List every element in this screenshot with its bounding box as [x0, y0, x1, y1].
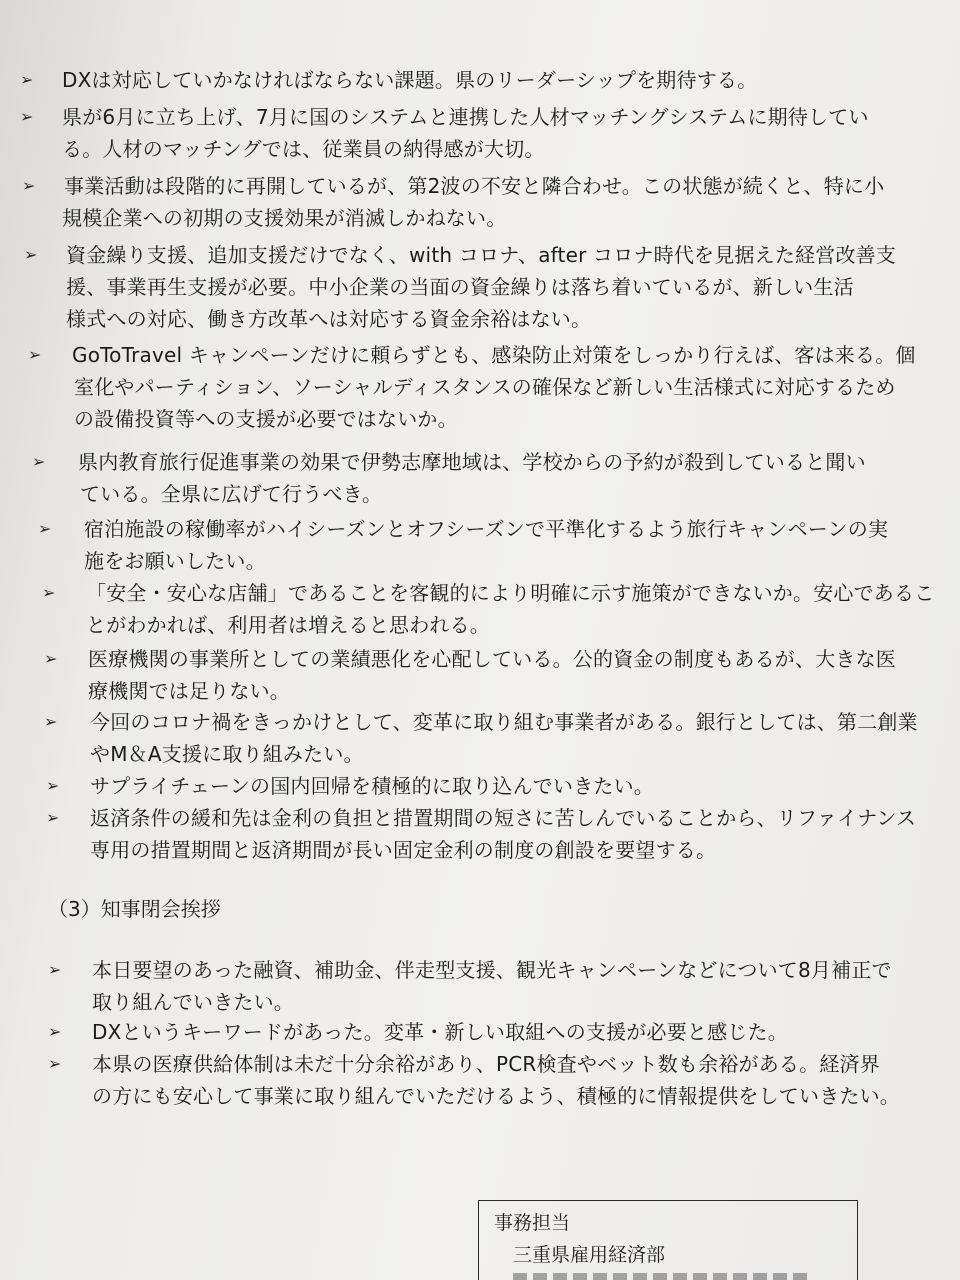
comment-line: とがわかれば、利用者は増えると思われる。 — [86, 613, 490, 637]
contact-box — [478, 1200, 858, 1280]
comment-line: ている。全県に広げて行うべき。 — [80, 482, 383, 506]
arrow-bullet-icon: ➢ — [42, 583, 56, 602]
closing-line: 本日要望のあった融資、補助金、伴走型支援、観光キャンペーンなどについて8月補正で — [92, 958, 892, 982]
comment-line: やM＆A支援に取り組みたい。 — [90, 742, 364, 766]
comment-line: GoToTravel キャンペーンだけに頼らずとも、感染防止対策をしっかり行えば、客は来る。個 — [72, 343, 916, 367]
arrow-bullet-icon: ➢ — [22, 176, 36, 195]
comment-line: DXは対応していかなければならない課題。県のリーダーシップを期待する。 — [62, 68, 758, 92]
comment-line: 医療機関の事業所としての業績悪化を心配している。公的資金の制度もあるが、大きな医 — [88, 647, 896, 671]
comment-line: 「安全・安心な店舗」であることを客観的により明確に示す施策ができないか。安心であるこ — [86, 581, 935, 605]
comment-line: 資金繰り支援、追加支援だけでなく、with コロナ、after コロナ時代を見据えた経営改善支 — [66, 243, 897, 267]
comment-line: 今回のコロナ禍をきっかけとして、変革に取り組む事業者がある。銀行としては、第二創業 — [90, 710, 918, 734]
closing-line: の方にも安心して事業に取り組んでいただけるよう、積極的に情報提供をしていきたい。 — [92, 1084, 900, 1108]
comment-line: る。人材のマッチングでは、従業員の納得感が大切。 — [62, 137, 545, 161]
comment-line: 援、事業再生支援が必要。中小企業の当面の資金繰りは落ち着いているが、新しい生活 — [66, 275, 854, 299]
closing-line: 取り組んでいきたい。 — [92, 990, 294, 1014]
arrow-bullet-icon: ➢ — [48, 960, 62, 979]
comment-line: サプライチェーンの国内回帰を積極的に取り込んでいきたい。 — [90, 774, 654, 798]
contact-box-department: 三重県雇用経済部 — [513, 1244, 666, 1266]
comment-line: 施をお願いしたい。 — [84, 549, 266, 573]
comment-line: 県が6月に立ち上げ、7月に国のシステムと連携した人材マッチングシステムに期待してい — [62, 105, 869, 129]
arrow-bullet-icon: ➢ — [46, 808, 60, 827]
arrow-bullet-icon: ➢ — [44, 712, 58, 731]
comment-line: 様式への対応、働き方改革へは対応する資金余裕はない。 — [66, 307, 592, 331]
comment-line: 室化やパーティション、ソーシャルディスタンスの確保など新しい生活様式に対応するため — [74, 375, 896, 399]
comment-line: 療機関では足りない。 — [88, 679, 290, 703]
comment-line: の設備投資等への支援が必要ではないか。 — [74, 407, 458, 431]
arrow-bullet-icon: ➢ — [48, 1022, 62, 1041]
contact-box-title: 事務担当 — [494, 1212, 571, 1234]
closing-line: DXというキーワードがあった。変革・新しい取組への支援が必要と感じた。 — [92, 1020, 788, 1044]
arrow-bullet-icon: ➢ — [44, 649, 58, 668]
arrow-bullet-icon: ➢ — [32, 452, 46, 471]
arrow-bullet-icon: ➢ — [24, 245, 38, 264]
comment-line: 返済条件の緩和先は金利の負担と措置期間の短さに苦しんでいることから、リファイナンス — [90, 806, 917, 830]
closing-line: 本県の医療供給体制は未だ十分余裕があり、PCR検査やベット数も余裕がある。経済界 — [92, 1052, 880, 1076]
arrow-bullet-icon: ➢ — [20, 70, 34, 89]
arrow-bullet-icon: ➢ — [20, 107, 34, 126]
comment-line: 県内教育旅行促進事業の効果で伊勢志摩地域は、学校からの予約が殺到していると聞い — [78, 450, 866, 474]
comment-line: 専用の措置期間と返済期間が長い固定金利の制度の創設を要望する。 — [90, 838, 717, 862]
arrow-bullet-icon: ➢ — [28, 345, 42, 364]
arrow-bullet-icon: ➢ — [38, 519, 52, 538]
section-heading: （3）知事閉会挨拶 — [48, 897, 221, 921]
cut-off-text — [513, 1273, 813, 1280]
arrow-bullet-icon: ➢ — [46, 776, 60, 795]
comment-line: 宿泊施設の稼働率がハイシーズンとオフシーズンで平準化するよう旅行キャンペーンの実 — [84, 517, 889, 541]
comment-line: 規模企業への初期の支援効果が消滅しかねない。 — [62, 206, 507, 230]
comment-line: 事業活動は段階的に再開しているが、第2波の不安と隣合わせ。この状態が続くと、特に小 — [64, 174, 885, 198]
arrow-bullet-icon: ➢ — [48, 1054, 62, 1073]
